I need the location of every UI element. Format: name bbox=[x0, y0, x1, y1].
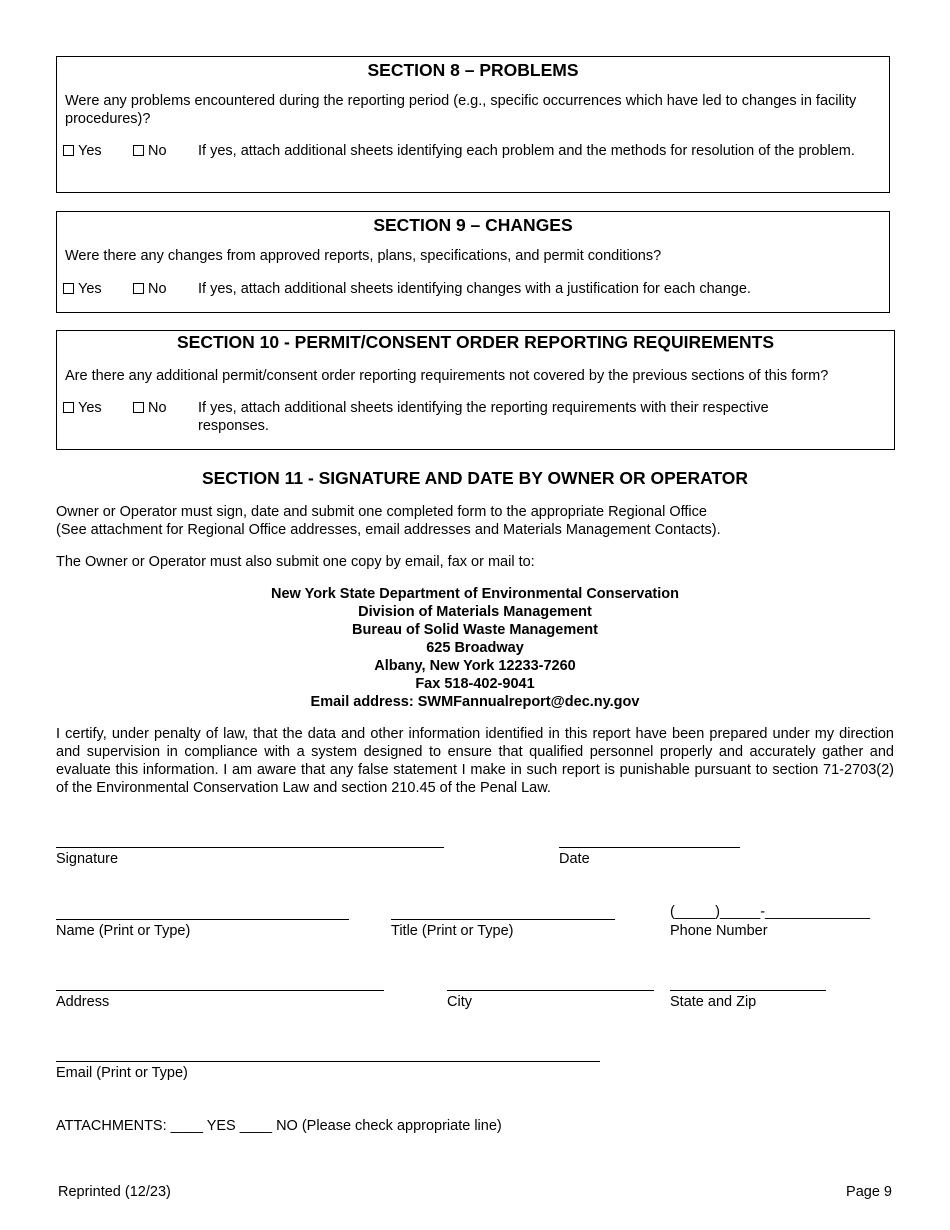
name-label: Name (Print or Type) bbox=[56, 923, 191, 939]
section-8-instruction: If yes, attach additional sheets identifying each problem and the methods for resolution of the problem. bbox=[198, 143, 855, 159]
section-9-title: SECTION 9 – CHANGES bbox=[373, 215, 573, 235]
address-line-email: Email address: SWMFannualreport@dec.ny.gov bbox=[310, 694, 640, 710]
section-9-no-option[interactable] bbox=[133, 280, 167, 298]
section-8-no-option[interactable] bbox=[133, 142, 167, 160]
certification-statement: I certify, under penalty of law, that the data and other information identified in this report have been prepared under my direction and supervision in compliance with a system designed to ensure that qualified personnel properly and accurately gather and evaluate this information. I am aware that any false statement I make in such report is punishable pursuant to section 71-2703(2) of the Environmental Conservation Law and section 210.45 of the Penal Law. bbox=[56, 726, 894, 796]
attachments-yes-label: YES bbox=[206, 1118, 236, 1134]
address-line-department: New York State Department of Environmental Conservation bbox=[271, 586, 679, 602]
section-9-box bbox=[56, 211, 890, 313]
attachments-label: ATTACHMENTS: bbox=[56, 1118, 167, 1134]
section-9-yes-option[interactable] bbox=[63, 280, 102, 298]
section-9-instruction: If yes, attach additional sheets identifying changes with a justification for each change. bbox=[198, 281, 751, 297]
section-8-yes-label: Yes bbox=[78, 143, 102, 159]
section-9-yes-label: Yes bbox=[78, 281, 102, 297]
section-11-copy-instruction: The Owner or Operator must also submit one copy by email, fax or mail to: bbox=[56, 554, 535, 570]
footer-reprint-date: Reprinted (12/23) bbox=[58, 1184, 171, 1200]
address-line[interactable] bbox=[56, 990, 384, 991]
section-10-no-checkbox[interactable] bbox=[133, 402, 144, 413]
section-10-no-option[interactable] bbox=[133, 399, 167, 417]
section-8-yes-checkbox[interactable] bbox=[63, 145, 74, 156]
date-line[interactable] bbox=[559, 847, 740, 848]
mailing-address bbox=[0, 585, 950, 711]
section-11-intro-line-1: Owner or Operator must sign, date and submit one completed form to the appropriate Regional Office bbox=[56, 504, 707, 520]
address-line-street: 625 Broadway bbox=[426, 640, 524, 656]
address-line-fax: Fax 518-402-9041 bbox=[415, 676, 535, 692]
section-8-box bbox=[56, 56, 890, 193]
address-line-division: Division of Materials Management bbox=[358, 604, 592, 620]
title-line[interactable] bbox=[391, 919, 615, 920]
section-9-no-label: No bbox=[148, 281, 167, 297]
section-11-title: SECTION 11 - SIGNATURE AND DATE BY OWNER OR OPERATOR bbox=[201, 468, 749, 488]
date-label: Date bbox=[559, 851, 590, 867]
signature-label: Signature bbox=[56, 851, 119, 867]
section-10-box bbox=[56, 330, 895, 450]
city-label: City bbox=[447, 994, 472, 1010]
address-line-city: Albany, New York 12233-7260 bbox=[374, 658, 576, 674]
city-line[interactable] bbox=[447, 990, 654, 991]
attachments-yes-blank[interactable]: ____ bbox=[170, 1118, 203, 1134]
section-8-question: Were any problems encountered during the reporting period (e.g., specific occurrences which have led to changes in facility procedures)? bbox=[65, 93, 857, 127]
section-10-question: Are there any additional permit/consent order reporting requirements not covered by the previous sections of this form? bbox=[65, 368, 829, 384]
section-10-title: SECTION 10 - PERMIT/CONSENT ORDER REPORTING REQUIREMENTS bbox=[177, 332, 774, 352]
signature-line[interactable] bbox=[56, 847, 444, 848]
attachments-no-label: NO bbox=[276, 1118, 298, 1134]
section-10-instruction: If yes, attach additional sheets identifying the reporting requirements with their respective responses. bbox=[198, 400, 769, 434]
section-11-intro-line-2: (See attachment for Regional Office addresses, email addresses and Materials Management Contacts). bbox=[56, 522, 721, 538]
footer-page-number: Page 9 bbox=[846, 1184, 892, 1200]
section-9-no-checkbox[interactable] bbox=[133, 283, 144, 294]
attachments-no-blank[interactable]: ____ bbox=[239, 1118, 273, 1134]
phone-number-field[interactable]: (_____)_____-_____________ bbox=[670, 904, 870, 920]
section-8-no-checkbox[interactable] bbox=[133, 145, 144, 156]
attachments-row bbox=[56, 1117, 502, 1135]
section-10-yes-label: Yes bbox=[78, 400, 102, 416]
section-9-question: Were there any changes from approved reports, plans, specifications, and permit conditions? bbox=[65, 248, 662, 264]
email-label: Email (Print or Type) bbox=[56, 1065, 188, 1081]
state-zip-label: State and Zip bbox=[670, 994, 757, 1010]
name-line[interactable] bbox=[56, 919, 349, 920]
section-8-no-label: No bbox=[148, 143, 167, 159]
phone-number-label: Phone Number bbox=[670, 923, 768, 939]
title-label: Title (Print or Type) bbox=[391, 923, 514, 939]
section-10-yes-option[interactable] bbox=[63, 399, 102, 417]
section-10-yes-checkbox[interactable] bbox=[63, 402, 74, 413]
section-8-title: SECTION 8 – PROBLEMS bbox=[367, 60, 579, 80]
attachments-note: (Please check appropriate line) bbox=[301, 1118, 502, 1134]
section-8-yes-option[interactable] bbox=[63, 142, 102, 160]
section-9-yes-checkbox[interactable] bbox=[63, 283, 74, 294]
address-line-bureau: Bureau of Solid Waste Management bbox=[352, 622, 598, 638]
address-label: Address bbox=[56, 994, 110, 1010]
section-10-no-label: No bbox=[148, 400, 167, 416]
state-zip-line[interactable] bbox=[670, 990, 826, 991]
email-line[interactable] bbox=[56, 1061, 600, 1062]
